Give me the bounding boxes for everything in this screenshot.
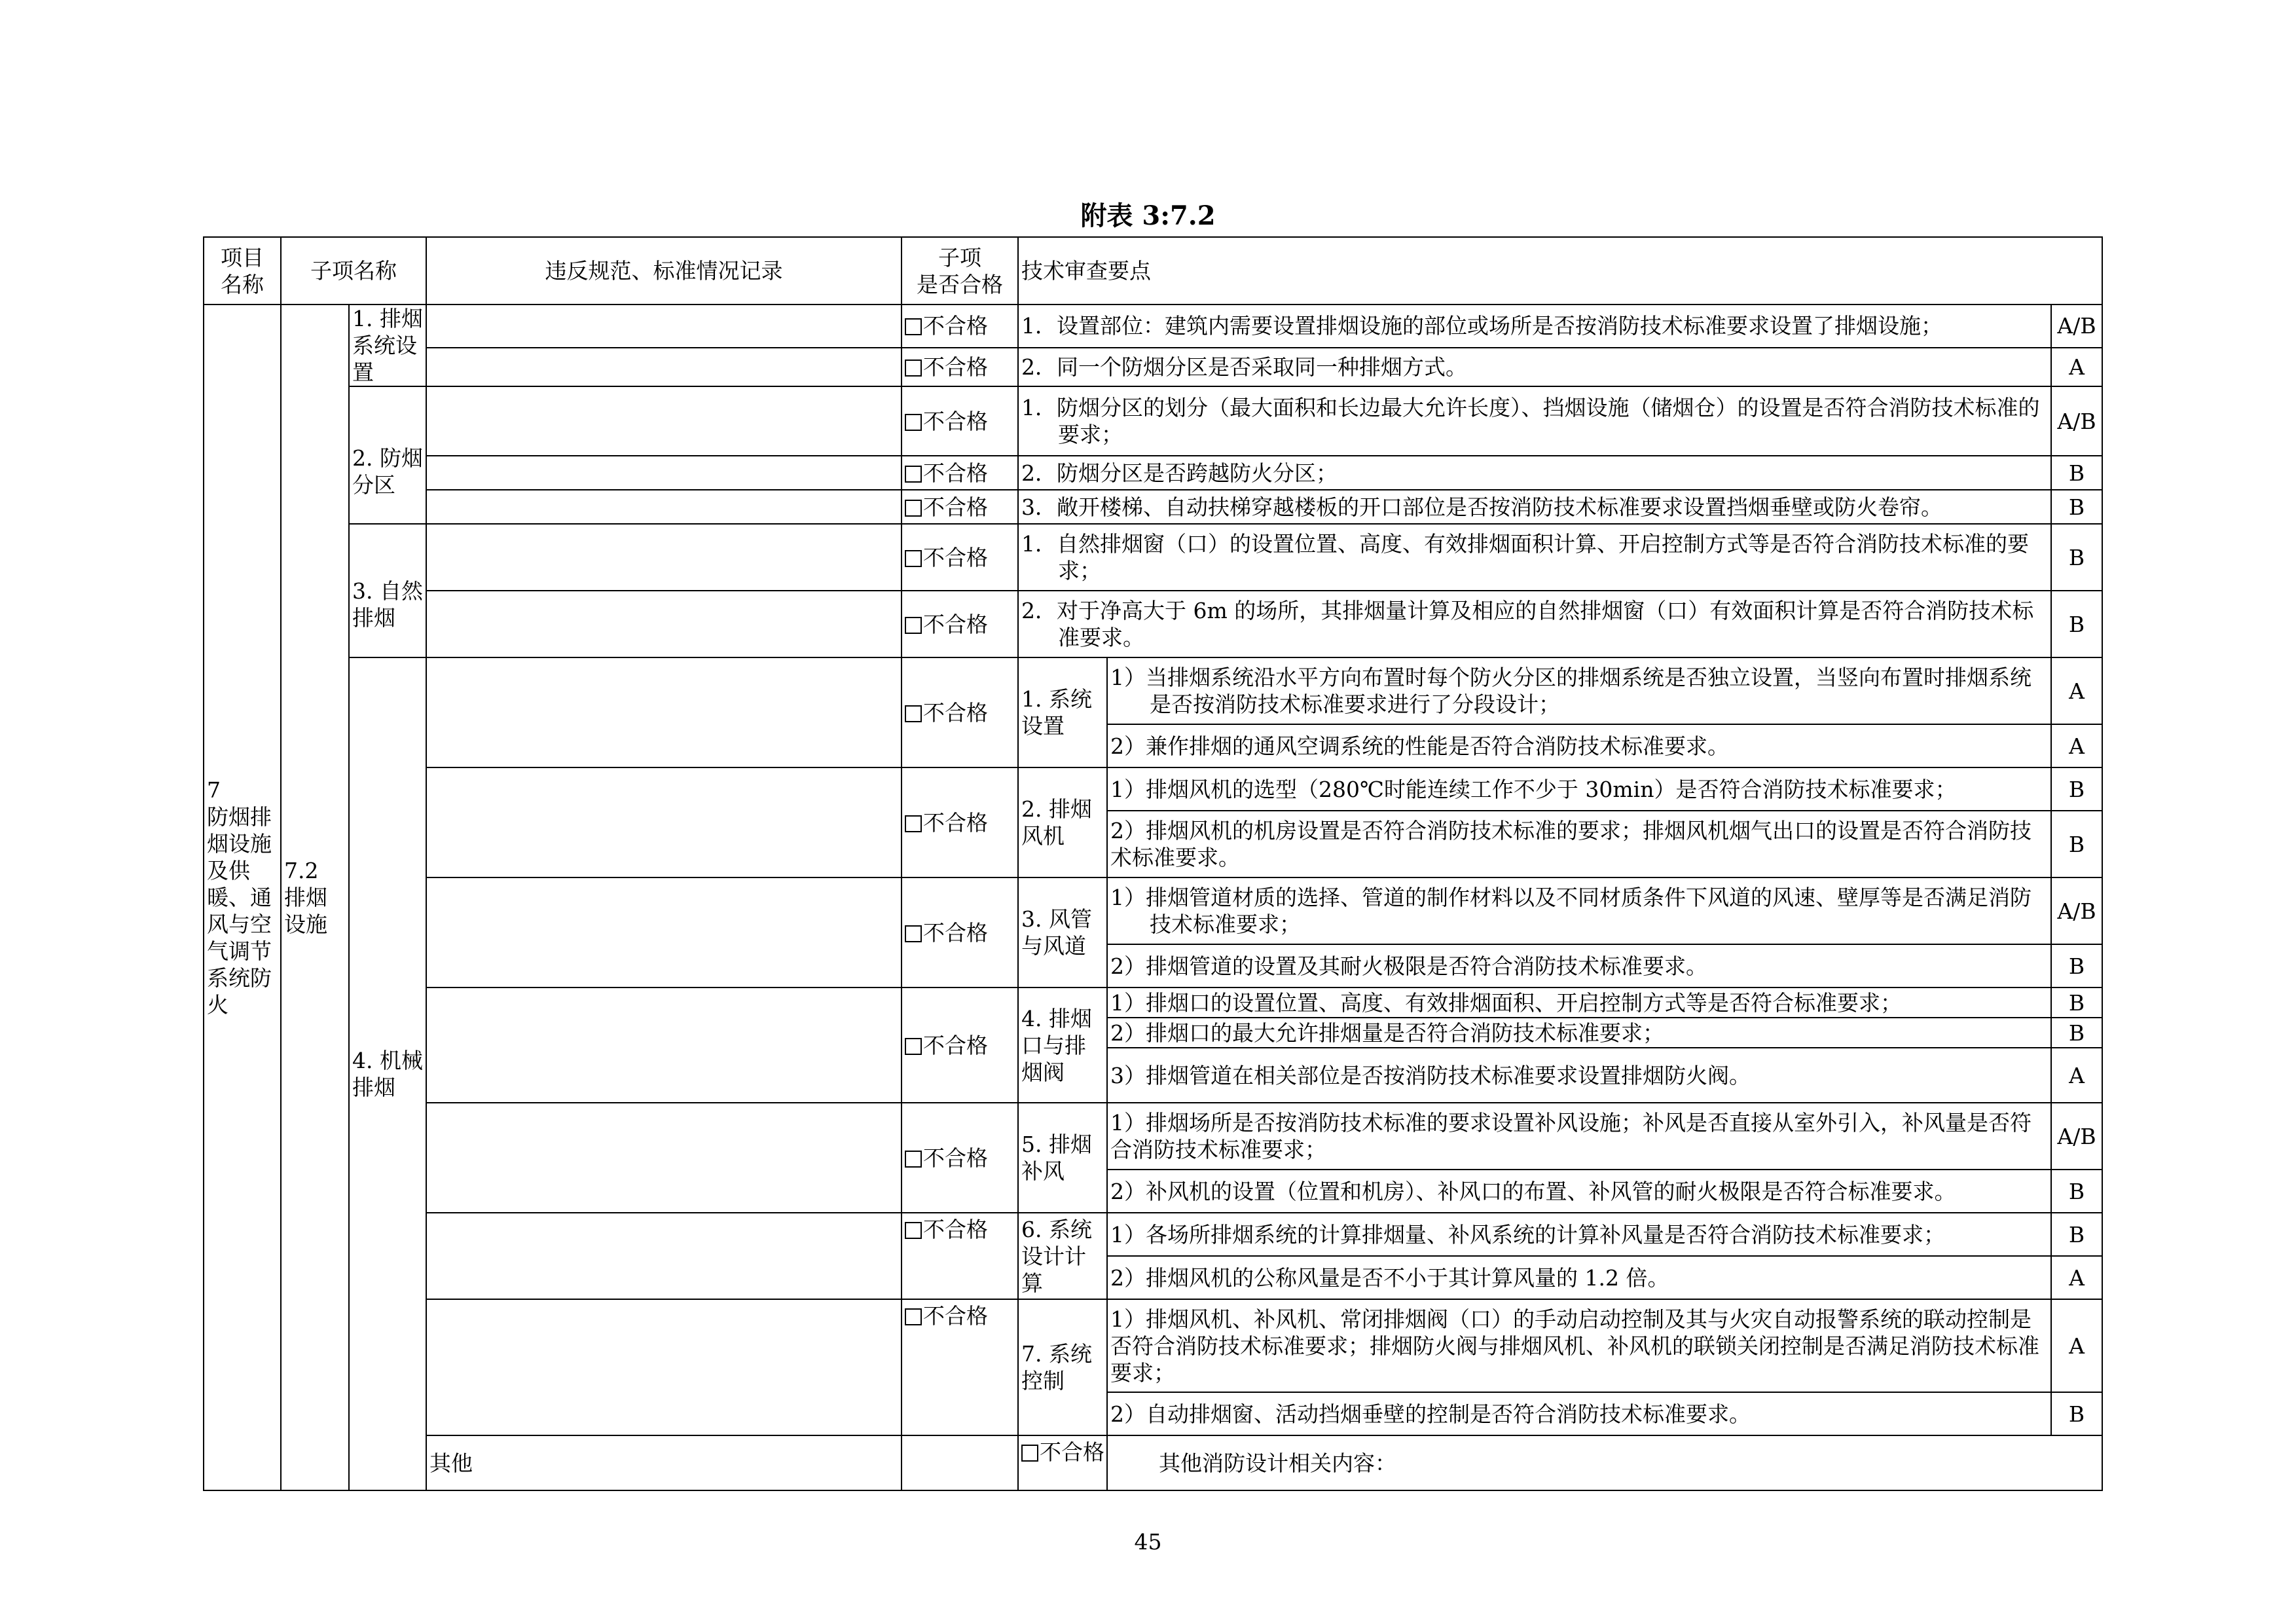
fail-checkbox[interactable] <box>902 987 1018 1103</box>
fail-checkbox[interactable] <box>902 767 1018 877</box>
table-row <box>204 386 2102 456</box>
checkbox-label: 不合格 <box>923 408 988 434</box>
checkbox-icon <box>905 815 922 832</box>
checkbox-icon <box>905 1222 922 1239</box>
violation-input[interactable] <box>426 877 902 987</box>
point-text: 1）排烟管道材质的选择、管道的制作材料以及不同材质条件下风道的风速、壁厚等是否满足消防技术标准要求； <box>1107 877 2051 944</box>
violation-input[interactable] <box>426 767 902 877</box>
fail-checkbox[interactable] <box>902 591 1018 657</box>
point-text: 3．敞开楼梯、自动扶梯穿越楼板的开口部位是否按消防技术标准要求设置挡烟垂壁或防火卷帘。 <box>1018 490 2051 524</box>
fail-checkbox[interactable] <box>902 1299 1018 1435</box>
grade-cell: B <box>2051 1170 2102 1213</box>
subitem-name-cell: 7. 系统控制 <box>1018 1299 1107 1435</box>
table-row <box>204 987 2102 1018</box>
point-text: 1．防烟分区的划分（最大面积和长边最大允许长度）、挡烟设施（储烟仓）的设置是否符合消防技术标准的要求； <box>1018 386 2051 456</box>
table-row <box>204 304 2102 348</box>
fail-checkbox[interactable] <box>902 877 1018 987</box>
fail-checkbox[interactable] <box>1018 1435 1107 1490</box>
point-text: 其他消防设计相关内容： <box>1107 1435 2102 1490</box>
checkbox-label: 不合格 <box>923 1303 988 1329</box>
grade-cell: A/B <box>2051 1103 2102 1170</box>
checkbox-icon <box>905 617 922 634</box>
checkbox-icon <box>905 318 922 335</box>
checkbox-label: 不合格 <box>923 460 988 486</box>
checkbox-label: 不合格 <box>923 1145 988 1171</box>
page-title: 附表 3:7.2 <box>1080 200 1216 231</box>
grade-cell: B <box>2051 490 2102 524</box>
fail-checkbox[interactable] <box>902 1213 1018 1299</box>
subitem-name-cell: 5. 排烟补风 <box>1018 1103 1107 1213</box>
point-text: 2）排烟管道的设置及其耐火极限是否符合消防技术标准要求。 <box>1107 944 2051 987</box>
table-row <box>204 1435 2102 1490</box>
violation-input[interactable] <box>426 490 902 524</box>
table-header-row <box>204 237 2102 304</box>
header-item-name: 项目 名称 <box>204 237 281 304</box>
grade-cell: A <box>2051 657 2102 724</box>
subitem-name-cell: 3. 风管与风道 <box>1018 877 1107 987</box>
subitem-name-cell: 6. 系统设计计算 <box>1018 1213 1107 1299</box>
table-row <box>204 1103 2102 1170</box>
checkbox-icon <box>905 1038 922 1055</box>
violation-input[interactable] <box>426 456 902 490</box>
point-text: 1）各场所排烟系统的计算排烟量、补风系统的计算补风量是否符合消防技术标准要求； <box>1107 1213 2051 1256</box>
point-text: 2）补风机的设置（位置和机房）、补风口的布置、补风管的耐火极限是否符合标准要求。 <box>1107 1170 2051 1213</box>
review-table <box>203 236 2103 1491</box>
point-text: 1）排烟风机的选型（280℃时能连续工作不少于 30min）是否符合消防技术标准要求； <box>1107 767 2051 811</box>
header-points: 技术审查要点 <box>1018 237 2102 304</box>
grade-cell: A <box>2051 1048 2102 1103</box>
checkbox-icon <box>1021 1445 1038 1462</box>
checkbox-label: 不合格 <box>923 544 988 570</box>
table-row <box>204 490 2102 524</box>
checkbox-icon <box>905 1151 922 1168</box>
point-text: 2）排烟风机的公称风量是否不小于其计算风量的 1.2 倍。 <box>1107 1256 2051 1299</box>
grade-cell: A/B <box>2051 386 2102 456</box>
violation-input[interactable] <box>426 1213 902 1299</box>
group-name-cell: 2. 防烟分区 <box>349 386 426 524</box>
subitem-name-cell: 1. 系统设置 <box>1018 657 1107 767</box>
grade-cell: B <box>2051 944 2102 987</box>
checkbox-icon <box>905 550 922 567</box>
checkbox-label: 不合格 <box>923 919 988 946</box>
point-text: 2．同一个防烟分区是否采取同一种排烟方式。 <box>1018 348 2051 386</box>
violation-input[interactable] <box>426 524 902 591</box>
checkbox-label: 不合格 <box>923 809 988 836</box>
point-text: 1）排烟场所是否按消防技术标准的要求设置补风设施；补风是否直接从室外引入，补风量是否符合消防技术标准要求； <box>1107 1103 2051 1170</box>
fail-checkbox[interactable] <box>902 386 1018 456</box>
checkbox-label: 不合格 <box>923 611 988 637</box>
table-row <box>204 877 2102 944</box>
grade-cell: A/B <box>2051 877 2102 944</box>
group-name-cell: 4. 机械排烟 <box>349 657 426 1490</box>
grade-cell: A <box>2051 348 2102 386</box>
grade-cell: B <box>2051 524 2102 591</box>
checkbox-icon <box>905 925 922 942</box>
table-row <box>204 524 2102 591</box>
point-text: 2）排烟风机的机房设置是否符合消防技术标准的要求；排烟风机烟气出口的设置是否符合消防技术标准要求。 <box>1107 811 2051 877</box>
fail-checkbox[interactable] <box>902 490 1018 524</box>
point-text: 1．自然排烟窗（口）的设置位置、高度、有效排烟面积计算、开启控制方式等是否符合消防技术标准的要求； <box>1018 524 2051 591</box>
checkbox-label: 不合格 <box>1040 1439 1104 1465</box>
header-violation: 违反规范、标准情况记录 <box>426 237 902 304</box>
violation-input[interactable] <box>426 1103 902 1213</box>
grade-cell: A <box>2051 1299 2102 1392</box>
point-text: 2）自动排烟窗、活动挡烟垂壁的控制是否符合消防技术标准要求。 <box>1107 1392 2051 1435</box>
fail-checkbox[interactable] <box>902 524 1018 591</box>
page-number: 45 <box>1134 1529 1162 1555</box>
point-text: 1）当排烟系统沿水平方向布置时每个防火分区的排烟系统是否独立设置，当竖向布置时排烟系统是否按消防技术标准要求进行了分段设计； <box>1107 657 2051 724</box>
sub-name-cell: 7.2 排烟设施 <box>281 304 349 1490</box>
checkbox-label: 不合格 <box>923 494 988 520</box>
violation-input[interactable] <box>902 1435 1018 1490</box>
checkbox-label: 不合格 <box>923 1217 988 1242</box>
violation-input[interactable] <box>426 348 902 386</box>
point-text: 1）排烟口的设置位置、高度、有效排烟面积、开启控制方式等是否符合标准要求； <box>1107 987 2051 1018</box>
table-row <box>204 591 2102 657</box>
grade-cell: B <box>2051 591 2102 657</box>
violation-input[interactable] <box>426 657 902 767</box>
grade-cell: B <box>2051 1213 2102 1256</box>
checkbox-label: 不合格 <box>923 354 988 380</box>
grade-cell: B <box>2051 987 2102 1018</box>
header-sub-name: 子项名称 <box>281 237 426 304</box>
point-text: 2）兼作排烟的通风空调系统的性能是否符合消防技术标准要求。 <box>1107 724 2051 767</box>
checkbox-label: 不合格 <box>923 313 988 339</box>
group-name-cell: 3. 自然排烟 <box>349 524 426 657</box>
grade-cell: B <box>2051 767 2102 811</box>
violation-input[interactable] <box>426 386 902 456</box>
violation-input[interactable] <box>426 987 902 1103</box>
checkbox-icon <box>905 500 922 517</box>
fail-checkbox[interactable] <box>902 304 1018 348</box>
point-text: 2．防烟分区是否跨越防火分区； <box>1018 456 2051 490</box>
violation-input[interactable] <box>426 1299 902 1435</box>
checkbox-icon <box>905 705 922 722</box>
header-pass: 子项 是否合格 <box>902 237 1018 304</box>
fail-checkbox[interactable] <box>902 456 1018 490</box>
table-row <box>204 657 2102 724</box>
grade-cell: B <box>2051 1018 2102 1048</box>
grade-cell: A <box>2051 1256 2102 1299</box>
fail-checkbox[interactable] <box>902 348 1018 386</box>
subitem-name-cell: 4. 排烟口与排烟阀 <box>1018 987 1107 1103</box>
point-text: 2）排烟口的最大允许排烟量是否符合消防技术标准要求； <box>1107 1018 2051 1048</box>
table-row <box>204 767 2102 811</box>
grade-cell: B <box>2051 811 2102 877</box>
grade-cell: B <box>2051 1392 2102 1435</box>
grade-cell: A <box>2051 724 2102 767</box>
point-text: 2．对于净高大于 6m 的场所，其排烟量计算及相应的自然排烟窗（口）有效面积计算是否符合消防技术标准要求。 <box>1018 591 2051 657</box>
point-text: 1）排烟风机、补风机、常闭排烟阀（口）的手动启动控制及其与火灾自动报警系统的联动控制是否符合消防技术标准要求；排烟防火阀与排烟风机、补风机的联锁关闭控制是否满足消防技术标准要求； <box>1107 1299 2051 1392</box>
checkbox-label: 不合格 <box>923 699 988 726</box>
checkbox-label: 不合格 <box>923 1032 988 1058</box>
table-row <box>204 456 2102 490</box>
table-row <box>204 348 2102 386</box>
group-name-cell: 1. 排烟系统设置 <box>349 304 426 386</box>
subitem-name-cell: 2. 排烟风机 <box>1018 767 1107 877</box>
checkbox-icon <box>905 1308 922 1325</box>
violation-input[interactable] <box>426 304 902 348</box>
table-row <box>204 1213 2102 1256</box>
violation-input[interactable] <box>426 591 902 657</box>
grade-cell: A/B <box>2051 304 2102 348</box>
checkbox-icon <box>905 466 922 483</box>
group-name-cell: 其他 <box>426 1435 902 1490</box>
table-row <box>204 1299 2102 1392</box>
fail-checkbox[interactable] <box>902 657 1018 767</box>
item-name-cell: 7 防烟排烟设施及供暖、通风与空气调节系统防火 <box>204 304 281 1490</box>
grade-cell: B <box>2051 456 2102 490</box>
checkbox-icon <box>905 414 922 431</box>
point-text: 1．设置部位：建筑内需要设置排烟设施的部位或场所是否按消防技术标准要求设置了排烟设施； <box>1018 304 2051 348</box>
checkbox-icon <box>905 360 922 377</box>
point-text: 3）排烟管道在相关部位是否按消防技术标准要求设置排烟防火阀。 <box>1107 1048 2051 1103</box>
fail-checkbox[interactable] <box>902 1103 1018 1213</box>
